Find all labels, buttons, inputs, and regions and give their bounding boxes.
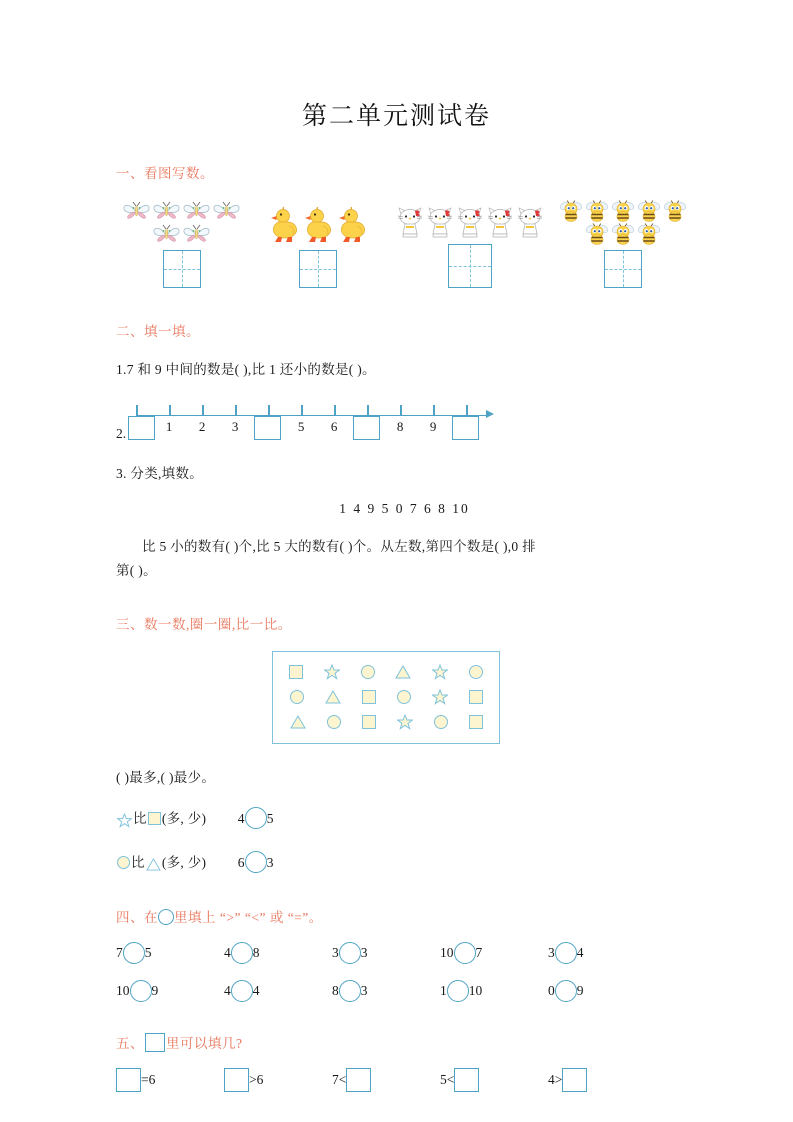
- bee-icon: [558, 200, 584, 223]
- picture-group-bees: [552, 200, 693, 288]
- expression-before: 5<: [440, 1072, 455, 1088]
- number-line-value: 2: [198, 418, 206, 434]
- square-icon: [289, 665, 303, 679]
- number-line-answer-box[interactable]: [353, 416, 380, 440]
- fill-blank-item: [224, 1068, 332, 1092]
- number-line-answer-box[interactable]: [128, 416, 155, 440]
- answer-circle[interactable]: [555, 942, 577, 964]
- triangle-icon: [395, 665, 411, 679]
- answer-box-tianzige[interactable]: [604, 250, 642, 288]
- compare-item: [332, 980, 440, 1002]
- circle-icon: [397, 690, 411, 704]
- picture-groups-row: [116, 196, 693, 288]
- left-number: 8: [332, 983, 339, 999]
- number-line-tick: [301, 405, 303, 416]
- square-icon: [469, 715, 483, 729]
- kitty-icon: [455, 206, 485, 240]
- butterfly-icon: [182, 200, 212, 223]
- answer-box: [145, 1033, 165, 1052]
- bee-icon: [610, 223, 636, 246]
- square-icon: [362, 715, 376, 729]
- butterfly-icon: [212, 200, 242, 223]
- answer-circle[interactable]: [231, 942, 253, 964]
- left-number: 1: [440, 983, 447, 999]
- bee-icon: [584, 200, 610, 223]
- number-line-tick: [466, 405, 468, 416]
- left-number: 4: [224, 983, 231, 999]
- answer-circle[interactable]: [231, 980, 253, 1002]
- section-2-question-3-label: 3. 分类,填数。: [116, 465, 204, 481]
- left-number: 4: [237, 811, 245, 827]
- number-line-value: 6: [330, 418, 338, 434]
- left-number: 10: [440, 945, 454, 961]
- picture-group-butterflies: [116, 200, 247, 288]
- number-line-value: 3: [231, 418, 239, 434]
- section-2-heading: 二、填一填。: [116, 324, 200, 339]
- number-line-tick: [367, 405, 369, 416]
- star-icon: [432, 689, 448, 705]
- star-icon: [117, 813, 132, 828]
- right-number: 3: [266, 854, 274, 870]
- expression-after: >6: [249, 1072, 264, 1088]
- circle-icon: [434, 715, 448, 729]
- compare-item: [224, 942, 332, 964]
- number-line-value: 1: [165, 418, 173, 434]
- shape-grid-row: [279, 660, 493, 685]
- fill-blank-item: [332, 1068, 440, 1092]
- section-5-heading-before: 五、: [116, 1036, 144, 1052]
- right-number: 8: [252, 945, 260, 961]
- star-icon: [397, 714, 413, 730]
- number-line-tick: [136, 405, 138, 416]
- answer-circle[interactable]: [245, 807, 267, 829]
- shape-grid-row: [279, 710, 493, 735]
- section-2-q3-line2: 第( )。: [116, 562, 157, 578]
- circle-icon: [469, 665, 483, 679]
- answer-box-tianzige[interactable]: [163, 250, 201, 288]
- section-2-question-1: 1.7 和 9 中间的数是( ),比 1 还小的数是( )。: [116, 362, 376, 377]
- butterfly-icon: [152, 223, 182, 246]
- duck-icon: [301, 206, 335, 246]
- section-5-heading-after: 里可以填几?: [166, 1036, 243, 1052]
- picture-group-ducks: [247, 206, 388, 288]
- compare-row: [116, 942, 693, 964]
- number-line-label: 2.: [116, 425, 127, 441]
- section-1-heading: 一、看图写数。: [116, 166, 214, 181]
- left-number: 10: [116, 983, 130, 999]
- square-icon: [148, 812, 161, 825]
- square-icon: [469, 690, 483, 704]
- kitty-icon: [395, 206, 425, 240]
- number-line-arrow-icon: [486, 410, 494, 418]
- circle-icon: [290, 690, 304, 704]
- right-number: 3: [360, 945, 368, 961]
- bee-icon: [610, 200, 636, 223]
- choice-text: (多, 少): [161, 811, 207, 827]
- expression-after: =6: [141, 1072, 156, 1088]
- circle-icon: [158, 909, 174, 925]
- fill-blank-item: [116, 1068, 224, 1092]
- circle-icon: [327, 715, 341, 729]
- number-line-value: 8: [396, 418, 404, 434]
- section-3-question-2: [116, 807, 693, 833]
- butterfly-icon: [122, 200, 152, 223]
- right-number: 9: [151, 983, 159, 999]
- section-2-q3-line1: 比 5 小的数有( )个,比 5 大的数有( )个。从左数,第四个数是( ),0 排: [142, 539, 536, 555]
- answer-box-tianzige[interactable]: [448, 244, 492, 288]
- butterfly-icon: [152, 200, 182, 223]
- left-number: 4: [224, 945, 231, 961]
- expression-before: 7<: [332, 1072, 347, 1088]
- section-3-question-1: ( )最多,( )最少。: [116, 769, 216, 785]
- right-number: 4: [576, 945, 584, 961]
- number-line-tick: [268, 405, 270, 416]
- compare-item: [548, 942, 656, 964]
- right-number: 4: [252, 983, 260, 999]
- right-number: 3: [360, 983, 368, 999]
- right-number: 7: [475, 945, 483, 961]
- answer-circle[interactable]: [454, 942, 476, 964]
- shape-grid-row: [279, 685, 493, 710]
- worksheet-content: [0, 162, 793, 1092]
- circle-icon: [117, 856, 130, 869]
- kitty-icon: [515, 206, 545, 240]
- answer-circle[interactable]: [339, 980, 361, 1002]
- kitty-icon: [425, 206, 455, 240]
- right-number: 10: [468, 983, 483, 999]
- butterfly-sprites: [116, 200, 247, 246]
- compare-item: [440, 980, 548, 1002]
- number-line-tick: [433, 405, 435, 416]
- number-line-answer-box[interactable]: [452, 416, 479, 440]
- section-5-heading: [116, 1032, 693, 1052]
- compare-item: [440, 942, 548, 964]
- left-number: 0: [548, 983, 555, 999]
- butterfly-icon: [182, 223, 212, 246]
- section-2-question-3-text: [116, 535, 693, 559]
- kitty-sprites: [388, 206, 552, 240]
- number-line-tick: [169, 405, 171, 416]
- kitty-icon: [485, 206, 515, 240]
- answer-circle[interactable]: [447, 980, 469, 1002]
- answer-box[interactable]: [454, 1068, 479, 1092]
- number-line-value: 9: [429, 418, 437, 434]
- fill-blank-row: [116, 1068, 693, 1092]
- answer-circle[interactable]: [123, 942, 145, 964]
- compare-item: [332, 942, 440, 964]
- left-number: 7: [116, 945, 123, 961]
- right-number: 9: [576, 983, 584, 999]
- bee-icon: [636, 223, 662, 246]
- section-3-heading: 三、数一数,圈一圈,比一比。: [116, 616, 292, 632]
- number-line-value: 5: [297, 418, 305, 434]
- bee-icon: [584, 223, 610, 246]
- section-2-question-3-numbers: 1 4 9 5 0 7 6 8 10: [339, 501, 470, 517]
- section-4-heading-after: 里填上 “>” “<” 或 “=”。: [174, 910, 323, 926]
- answer-circle[interactable]: [339, 942, 361, 964]
- compare-row: [116, 980, 693, 1002]
- circle-icon: [361, 665, 375, 679]
- number-line-answer-box[interactable]: [254, 416, 281, 440]
- square-icon: [362, 690, 376, 704]
- triangle-icon: [290, 715, 306, 729]
- answer-circle[interactable]: [245, 851, 267, 873]
- answer-circle[interactable]: [555, 980, 577, 1002]
- section-4-heading-before: 四、在: [116, 910, 158, 926]
- section-4-heading: [116, 906, 693, 926]
- duck-icon: [335, 206, 369, 246]
- triangle-icon: [146, 857, 161, 872]
- fill-blank-item: [440, 1068, 548, 1092]
- number-line-tick: [202, 405, 204, 416]
- page-title: 第二单元测试卷: [301, 103, 491, 130]
- star-icon: [324, 664, 340, 680]
- compare-item: [116, 942, 224, 964]
- number-line-tick: [334, 405, 336, 416]
- picture-group-kitties: [388, 206, 552, 288]
- answer-box-tianzige[interactable]: [299, 250, 337, 288]
- number-line-question: [116, 398, 693, 444]
- compare-word: 比: [131, 854, 145, 870]
- choice-text: (多, 少): [161, 854, 207, 870]
- left-number: 3: [548, 945, 555, 961]
- number-line-axis: [136, 415, 488, 417]
- section-3-question-3: [116, 851, 693, 877]
- answer-box[interactable]: [116, 1068, 141, 1092]
- number-line: [128, 400, 693, 444]
- answer-circle[interactable]: [130, 980, 152, 1002]
- left-number: 3: [332, 945, 339, 961]
- answer-box[interactable]: [562, 1068, 587, 1092]
- number-line-tick: [235, 405, 237, 416]
- bee-icon: [636, 200, 662, 223]
- duck-icon: [267, 206, 301, 246]
- shape-counting-grid: [272, 651, 500, 744]
- star-icon: [432, 664, 448, 680]
- right-number: 5: [144, 945, 152, 961]
- answer-box[interactable]: [346, 1068, 371, 1092]
- triangle-icon: [325, 690, 341, 704]
- expression-before: 4>: [548, 1072, 563, 1088]
- number-line-tick: [400, 405, 402, 416]
- compare-item: [224, 980, 332, 1002]
- bee-sprites: [552, 200, 693, 246]
- compare-item: [116, 980, 224, 1002]
- left-number: 6: [237, 854, 245, 870]
- fill-blank-item: [548, 1068, 656, 1092]
- bee-icon: [662, 200, 688, 223]
- right-number: 5: [266, 811, 274, 827]
- compare-word: 比: [133, 811, 147, 827]
- compare-item: [548, 980, 656, 1002]
- duck-sprites: [247, 206, 388, 246]
- answer-box[interactable]: [224, 1068, 249, 1092]
